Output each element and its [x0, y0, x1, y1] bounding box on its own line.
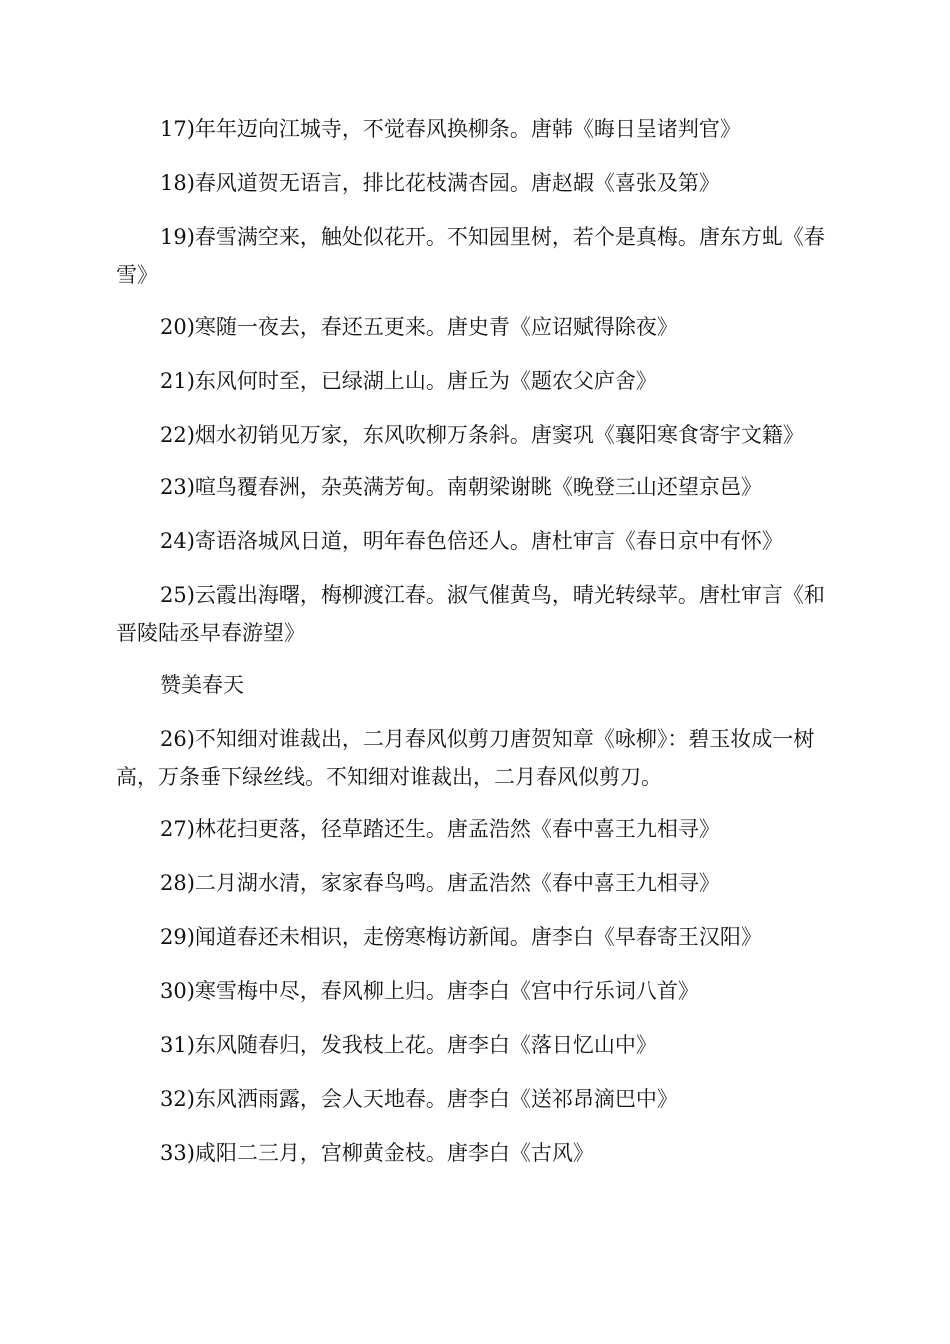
poem-line-20: 20)寒随一夜去，春还五更来。唐史青《应诏赋得除夜》 — [160, 315, 678, 339]
poem-line-24: 24)寄语洛城风日道，明年春色倍还人。唐杜审言《春日京中有怀》 — [160, 529, 783, 553]
poem-line-28: 28)二月湖水清，家家春鸟鸣。唐孟浩然《春中喜王九相寻》 — [160, 871, 720, 895]
poem-line-22: 22)烟水初销见万家，东风吹柳万条斜。唐窦巩《襄阳寒食寄宇文籍》 — [160, 423, 804, 447]
poem-line-33: 33)咸阳二三月，宫柳黄金枝。唐李白《古风》 — [160, 1141, 594, 1165]
poem-line-32: 32)东风洒雨露，会人天地春。唐李白《送祁昂滴巴中》 — [160, 1087, 678, 1111]
poem-line-19: 19)春雪满空来，触处似花开。不知园里树，若个是真梅。唐东方虬《春雪》 — [116, 225, 825, 287]
section-heading: 赞美春天 — [160, 673, 244, 697]
poem-line-27: 27)林花扫更落，径草踏还生。唐孟浩然《春中喜王九相寻》 — [160, 817, 720, 841]
poem-line-25: 25)云霞出海曙，梅柳渡江春。淑气催黄鸟，晴光转绿苹。唐杜审言《和晋陵陆丞早春游望》 — [116, 583, 825, 645]
poem-line-29: 29)闻道春还未相识，走傍寒梅访新闻。唐李白《早春寄王汉阳》 — [160, 925, 762, 949]
poem-line-21: 21)东风何时至，已绿湖上山。唐丘为《题农父庐舍》 — [160, 369, 657, 393]
document-body — [116, 110, 826, 1188]
poem-line-30: 30)寒雪梅中尽，春风柳上归。唐李白《宫中行乐词八首》 — [160, 979, 699, 1003]
poem-line-23: 23)喧鸟覆春洲，杂英满芳甸。南朝梁谢眺《晚登三山还望京邑》 — [160, 475, 762, 499]
poem-line-18: 18)春风道贺无语言，排比花枝满杏园。唐赵嘏《喜张及第》 — [160, 171, 720, 195]
poem-line-17: 17)年年迈向江城寺，不觉春风换柳条。唐韩《晦日呈诸判官》 — [160, 117, 741, 141]
poem-line-26: 26)不知细对谁裁出，二月春风似剪刀唐贺知章《咏柳》：碧玉妆成一树高，万条垂下绿丝线。不知细对谁裁出，二月春风似剪刀。 — [116, 727, 815, 789]
poem-line-31: 31)东风随春归，发我枝上花。唐李白《落日忆山中》 — [160, 1033, 657, 1057]
